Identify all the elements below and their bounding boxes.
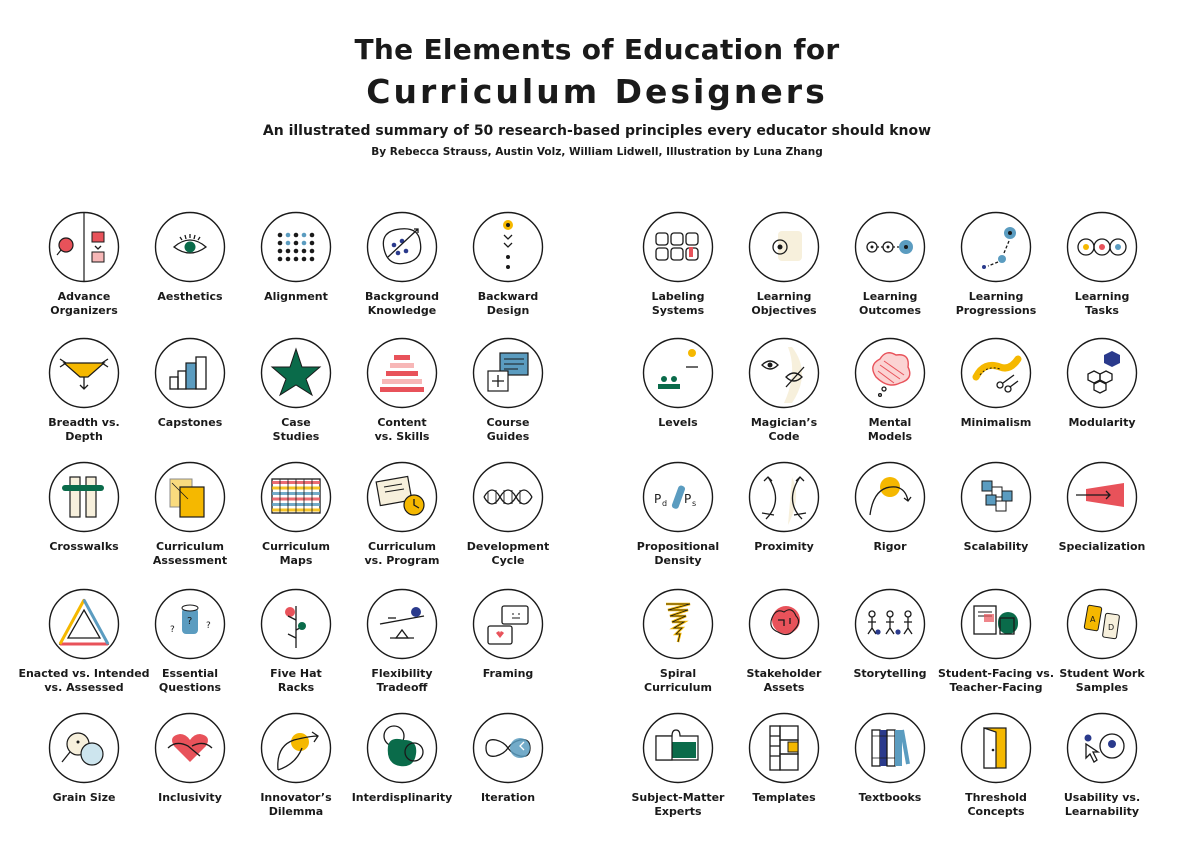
element-label: Backward Design [477, 290, 539, 317]
horn-arrow-icon [1066, 461, 1138, 533]
title-line-2: Curriculum Designers [366, 72, 828, 111]
element-label: Proximity [754, 540, 814, 553]
element-label: Aesthetics [157, 290, 223, 303]
element-work-cards [1037, 588, 1167, 713]
element-horn-arrow [1037, 461, 1167, 586]
element-label: Background Knowledge [364, 290, 440, 317]
element-label: Propositional Density [636, 540, 720, 567]
eye-icon [154, 211, 226, 283]
element-guide-doc [443, 337, 573, 462]
outcome-dots-icon [854, 211, 926, 283]
paper-clock-icon [366, 461, 438, 533]
svg-text:?: ? [206, 621, 211, 631]
impossible-triangle-icon [48, 588, 120, 660]
stacked-papers-icon [154, 461, 226, 533]
element-label: Capstones [157, 416, 223, 429]
element-label: Course Guides [486, 416, 530, 443]
svg-text:D: D [1108, 623, 1115, 632]
levels-icon [642, 337, 714, 409]
element-label: Student Work Samples [1059, 667, 1145, 694]
element-label: Mental Models [867, 416, 913, 443]
element-label: Framing [482, 667, 534, 680]
element-label: Inclusivity [158, 791, 222, 804]
element-label: Labeling Systems [651, 290, 705, 317]
element-label: Subject-Matter Experts [631, 791, 725, 818]
hidden-eye-icon [748, 337, 820, 409]
element-pointer-head [1037, 712, 1167, 837]
puzzle-piece-icon [642, 712, 714, 784]
element-label: Enacted vs. Intended vs. Assessed [18, 667, 150, 694]
hexagons-icon [1066, 337, 1138, 409]
element-label: Innovator’s Dilemma [260, 791, 332, 818]
speech-frames-icon [472, 588, 544, 660]
dot-grid-icon [260, 211, 332, 283]
svg-text:?: ? [170, 625, 175, 635]
balance-icon [366, 588, 438, 660]
infinity-loop-icon [472, 712, 544, 784]
bar-steps-icon [154, 337, 226, 409]
hat-rack-icon [260, 588, 332, 660]
element-label: Curriculum vs. Program [364, 540, 440, 567]
thought-cloud-icon [854, 337, 926, 409]
element-label: Stakeholder Assets [746, 667, 822, 694]
element-label: Magician’s Code [750, 416, 818, 443]
element-heads [1037, 211, 1167, 336]
pyramid-icon [366, 337, 438, 409]
leaf-arrow-icon [260, 712, 332, 784]
scissors-icon [960, 337, 1032, 409]
element-label: Threshold Concepts [965, 791, 1027, 818]
element-label: Five Hat Racks [270, 667, 322, 694]
element-label: Rigor [873, 540, 907, 553]
element-label: Curriculum Assessment [152, 540, 228, 567]
element-label: Levels [658, 416, 698, 429]
svg-text:?: ? [187, 616, 193, 627]
element-label: Curriculum Maps [262, 540, 330, 567]
byline: By Rebecca Strauss, Austin Volz, William Lidwell, Illustration by Luna Zhang [371, 146, 823, 158]
element-speech-frames [443, 588, 573, 713]
element-label: Learning Outcomes [859, 290, 921, 317]
element-label: Storytelling [853, 667, 927, 680]
svg-text:P: P [684, 492, 692, 506]
element-label: Content vs. Skills [374, 416, 430, 443]
element-label: Minimalism [960, 416, 1032, 429]
pd-ps-icon [642, 461, 714, 533]
template-grid-icon [748, 712, 820, 784]
element-infinity-loop [443, 712, 573, 837]
element-label: Interdisplinarity [351, 791, 453, 804]
heads-icon [1066, 211, 1138, 283]
element-backward-arrow [443, 211, 573, 336]
svg-text:s: s [692, 499, 697, 508]
element-label: Spiral Curriculum [644, 667, 712, 694]
progression-dots-icon [960, 211, 1032, 283]
puzzle-heads-icon [748, 588, 820, 660]
element-label: Templates [752, 791, 816, 804]
title-line-1: The Elements of Education for [354, 33, 840, 66]
guide-doc-icon [472, 337, 544, 409]
facing-papers-icon [960, 588, 1032, 660]
element-hexagons [1037, 337, 1167, 462]
element-label: Iteration [480, 791, 536, 804]
element-label: Specialization [1058, 540, 1146, 553]
element-label: Learning Objectives [751, 290, 817, 317]
element-label: Student-Facing vs. Teacher-Facing [937, 667, 1054, 694]
wave-cycle-icon [472, 461, 544, 533]
svg-text:A: A [1090, 615, 1096, 624]
overlap-blobs-icon [366, 712, 438, 784]
element-wave-cycle [443, 461, 573, 586]
element-label: Alignment [264, 290, 328, 303]
magnifier-icon [48, 712, 120, 784]
figures-icon [854, 588, 926, 660]
books-icon [854, 712, 926, 784]
element-label: Crosswalks [49, 540, 119, 553]
spiral-icon [642, 588, 714, 660]
crosswalk-icon [48, 461, 120, 533]
arc-arrow-icon [854, 461, 926, 533]
door-icon [960, 712, 1032, 784]
element-label: Grain Size [52, 791, 116, 804]
funnel-icon [48, 337, 120, 409]
subtitle: An illustrated summary of 50 research-based principles every educator should know [262, 123, 932, 139]
pointer-head-icon [1066, 712, 1138, 784]
advance-organizers-icon [48, 211, 120, 283]
work-cards-icon [1066, 588, 1138, 660]
element-label: Essential Questions [158, 667, 222, 694]
element-label: Learning Progressions [955, 290, 1037, 317]
arrows-apart-icon [748, 461, 820, 533]
element-label: Learning Tasks [1074, 290, 1130, 317]
svg-text:P: P [654, 492, 662, 506]
element-label: Usability vs. Learnability [1063, 791, 1141, 818]
element-label: Development Cycle [466, 540, 550, 567]
element-label: Modularity [1068, 416, 1136, 429]
svg-text:d: d [662, 499, 668, 508]
hands-heart-icon [154, 712, 226, 784]
labeled-boxes-icon [642, 211, 714, 283]
brain-dots-icon [366, 211, 438, 283]
element-label: Case Studies [272, 416, 320, 443]
element-label: Breadth vs. Depth [48, 416, 120, 443]
backward-arrow-icon [472, 211, 544, 283]
element-label: Advance Organizers [50, 290, 118, 317]
element-label: Flexibility Tradeoff [371, 667, 433, 694]
star-icon [260, 337, 332, 409]
target-dot-icon [748, 211, 820, 283]
cubes-icon [960, 461, 1032, 533]
element-label: Textbooks [858, 791, 922, 804]
striped-map-icon [260, 461, 332, 533]
element-label: Scalability [963, 540, 1029, 553]
question-cylinder-icon [154, 588, 226, 660]
